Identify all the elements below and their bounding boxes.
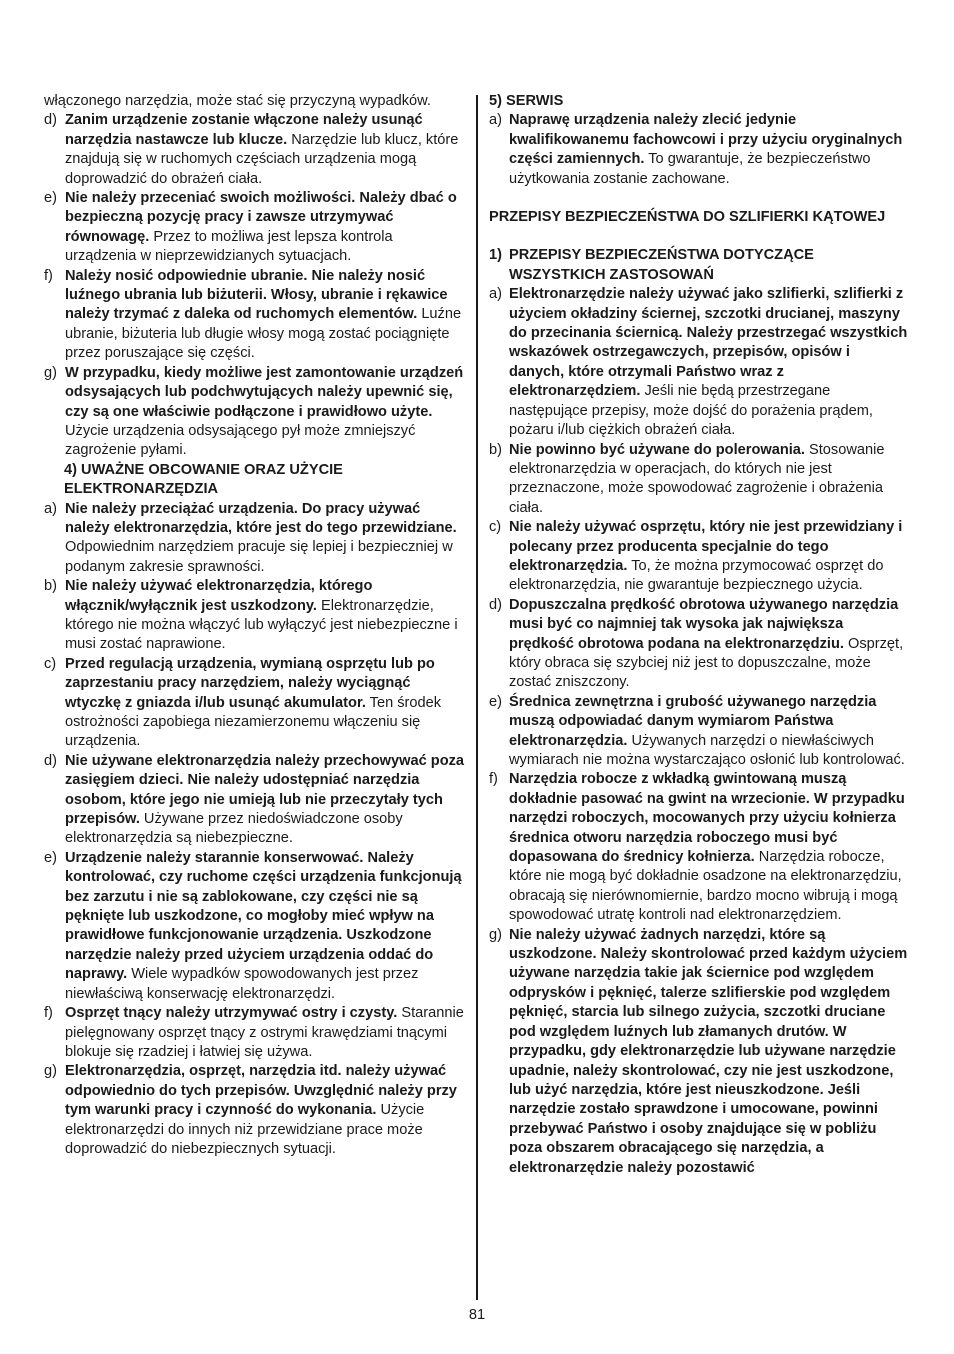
item-normal-text: Wiele wypadków spowodowanych jest przez niewłaściwą konserwację elektronarzędzi.: [65, 966, 419, 1002]
item-label: a): [44, 500, 57, 517]
item-bold-text: Nie należy przeciążać urządzenia. Do pracy używać należy elektronarzędzia, które jest do tego przewidziane.: [65, 500, 457, 536]
item-label: f): [44, 267, 53, 284]
item-label: d): [44, 112, 57, 129]
list-item: [44, 752, 466, 849]
item-normal-text: Odpowiednim narzędziem pracuje się lepiej i bezpieczniej w podanym zakresie sprawności.: [65, 539, 453, 575]
item-normal-text: Narzędzia robocze, które nie mogą być dokładnie osadzone na elektronarzędziu, obracają się nierównomiernie, bardzo mocno wibrują i mogą spowodować utratę kontroli nad elektronarzędziem.: [509, 849, 902, 924]
item-label: g): [489, 926, 502, 943]
item-bold-text: W przypadku, kiedy możliwe jest zamontowanie urządzeń odsysających lub podchwytujących należy upewnić się, czy są one właściwie podłączone i prawidłowo użyte.: [65, 364, 464, 420]
left-column: [44, 92, 466, 1159]
section4-list: [44, 500, 466, 1160]
item-label: e): [44, 849, 57, 866]
item-label: c): [44, 655, 57, 672]
section1-heading-text: PRZEPISY BEZPIECZEŃSTWA DOTYCZĄCE WSZYSTKICH ZASTOSOWAŃ: [509, 247, 814, 283]
item-normal-text: Jeśli nie będą przestrzegane następujące przepisy, może dojść do porażenia prądem, pożaru i/lub ciężkich obrażeń ciała.: [509, 383, 873, 439]
section1-heading: [489, 246, 909, 285]
item-label: b): [44, 578, 57, 595]
column-divider: [476, 95, 478, 1300]
item-label: d): [489, 596, 502, 613]
list-item: [44, 1062, 466, 1159]
item-bold-text: Urządzenie należy starannie konserwować. Należy kontrolować, czy ruchome części urządzenia funkcjonują bez zarzutu i nie są zablokowane, czy części nie są pęknięte lub uszkodzone, co mogłoby mieć wpływ na prawidłowe funkcjonowanie urządzenia. Uszkodzone narzędzie należy przed użyciem urządzenia oddać do naprawy.: [65, 849, 462, 983]
item-label: c): [489, 519, 502, 536]
section1-label: 1): [489, 247, 502, 264]
list-item: [489, 285, 909, 440]
section4-heading-text: 4) UWAŻNE OBCOWANIE ORAZ UŻYCIE ELEKTRONARZĘDZIA: [64, 461, 343, 498]
item-label: d): [44, 752, 57, 769]
item-normal-text: Użycie elektronarzędzi do innych niż przewidziane prace może doprowadzić do niebezpiecznych sytuacji.: [65, 1102, 425, 1157]
list-item: [44, 189, 466, 267]
item-normal-text: Przez to możliwa jest lepsza kontrola urządzenia w nieprzewidzianych sytuacjach.: [65, 228, 393, 265]
item-bold-text: Nie powinno być używane do polerowania.: [509, 441, 805, 458]
item-label: f): [489, 771, 498, 788]
item-label: f): [44, 1005, 53, 1022]
item-bold-text: Elektronarzędzia, osprzęt, narzędzia itd. należy używać odpowiednio do tych przepisów. Uwzględnić należy przy tym warunki pracy i czynność do wykonania.: [65, 1063, 457, 1119]
list-item: [44, 267, 466, 364]
item-label: a): [489, 286, 502, 303]
item-normal-text: Elektronarzędzie, którego nie można włączyć lub wyłączyć jest niebezpieczne i musi zostać naprawione.: [65, 597, 458, 653]
item-label: g): [44, 364, 57, 381]
item-label: b): [489, 441, 502, 458]
item-bold-text: Zanim urządzenie zostanie włączone należy usunąć narzędzia nastawcze lub klucze.: [65, 112, 423, 148]
list-item: [489, 518, 909, 596]
item-normal-text: Używanych narzędzi o niewłaściwych wymiarach nie można wystarczająco osłonić lub kontrolować.: [509, 732, 905, 768]
list-item: [44, 577, 466, 655]
item-bold-text: Należy nosić odpowiednie ubranie. Nie należy nosić luźnego ubrania lub biżuterii. Włosy, ubranie i rękawice należy trzymać z daleka od ruchomych elementów.: [65, 267, 448, 323]
list-item: [489, 693, 909, 771]
intro-text: włączonego narzędzia, może stać się przyczyną wypadków.: [44, 93, 431, 109]
section5-list: [489, 111, 909, 189]
item-bold-text: Dopuszczalna prędkość obrotowa używanego narzędzia musi być co najmniej tak wysoka jak największa prędkość obrotowa podana na elektronarzędziu.: [509, 596, 899, 652]
item-label: a): [489, 112, 502, 129]
list-item: [489, 770, 909, 925]
item-bold-text: Nie należy używać osprzętu, który nie jest przewidziany i polecany przez producenta specjalnie do tego elektronarzędzia.: [509, 519, 903, 574]
item-bold-text: Narzędzia robocze z wkładką gwintowaną muszą dokładnie pasować na gwint na wrzecionie. W przypadku narzędzi roboczych, mocowanych przy użyciu kołnierza średnica otworu narzędzia roboczego musi być dopasowana do średnicy kołnierza.: [509, 771, 905, 866]
item-normal-text: Osprzęt, który obraca się szybciej niż jest to dopuszczalne, może zostać zniszczony.: [509, 635, 904, 691]
list-item: [44, 1004, 466, 1062]
item-normal-text: To gwarantuje, że bezpieczeństwo użytkowania zostanie zachowane.: [509, 151, 871, 187]
item-normal-text: Ten środek ostrożności zapobiega niezamierzonemu włączeniu się urządzenia.: [65, 694, 442, 750]
list-item: [489, 596, 909, 693]
item-bold-text: Naprawę urządzenia należy zlecić jedynie kwalifikowanemu fachowcowi i przy użyciu oryginalnych części zamiennych.: [509, 112, 903, 168]
item-normal-text: To, że można przymocować osprzęt do elektronarzędzia, nie gwarantuje bezpiecznego użycia.: [509, 557, 884, 594]
section3-list: [44, 111, 466, 460]
item-normal-text: Narzędzie lub klucz, które znajdują się w ruchomych częściach urządzenia mogą doprowadzić do obrażeń ciała.: [65, 131, 459, 187]
grinder-heading: PRZEPISY BEZPIECZEŃSTWA DO SZLIFIERKI KĄTOWEJ: [489, 209, 886, 226]
page-number: 81: [468, 1307, 486, 1323]
list-item: [489, 926, 909, 1178]
item-normal-text: Starannie pielęgnowany osprzęt tnący z ostrymi krawędziami tnącymi blokuje się rzadziej i łatwiej się używa.: [65, 1005, 464, 1060]
item-normal-text: Używane przez niedoświadczone osoby elektronarzędzia są niebezpieczne.: [65, 811, 403, 847]
item-label: e): [489, 693, 502, 710]
list-item: [44, 655, 466, 752]
section1-list: [489, 285, 909, 1178]
list-item: [44, 364, 466, 461]
section5-heading: 5) SERWIS: [489, 93, 564, 109]
item-normal-text: Użycie urządzenia odsysającego pył może zmniejszyć zagrożenie pyłami.: [65, 422, 416, 459]
item-label: g): [44, 1063, 57, 1080]
item-label: e): [44, 190, 57, 207]
item-bold-text: Osprzęt tnący należy utrzymywać ostry i czysty.: [65, 1005, 398, 1022]
item-bold-text: Nie należy przeceniać swoich możliwości. Należy dbać o bezpieczną pozycję pracy i zawsze utrzymywać równowagę.: [65, 190, 457, 245]
section4-heading: [44, 461, 466, 500]
list-item: [44, 111, 466, 189]
item-bold-text: Przed regulacją urządzenia, wymianą osprzętu lub po zaprzestaniu pracy narzędziem, należy wyciągnąć wtyczkę z gniazda i/lub usunąć akumulator.: [65, 655, 435, 711]
item-bold-text: Nie należy używać elektronarzędzia, którego włącznik/wyłącznik jest uszkodzony.: [65, 578, 373, 614]
item-bold-text: Nie należy używać żadnych narzędzi, które są uszkodzone. Należy skontrolować przed każdym użyciem używane narzędzia takie jak ściernice pod względem odprysków i pęknięć, talerze szlifierskie pod względem pęknięć, starcia lub silnego zużycia, szczotki druciane pod względem luźnych lub złamanych drutów. W przypadku, gdy elektronarzędzie lub używane narzędzie upadnie, należy skontrolować, czy nie jest uszkodzone, lub użyć narzędzia, które jest nieuszkodzone. Jeśli narzędzie zostało sprawdzone i umocowane, powinni przebywać Państwo i osoby znajdujące się w pobliżu poza obszarem obracającego się narzędzia, a elektronarzędzie należy pozostawić: [509, 926, 908, 1176]
list-item: [44, 500, 466, 578]
list-item: [489, 441, 909, 519]
item-normal-text: Luźne ubranie, biżuteria lub długie włosy mogą zostać pociągnięte przez poruszające się części.: [65, 306, 462, 362]
item-normal-text: Stosowanie elektronarzędzia w operacjach, do których nie jest przeznaczone, może spowodować zagrożenie i obrażenia ciała.: [509, 441, 885, 516]
item-bold-text: Średnica zewnętrzna i grubość używanego narzędzia muszą odpowiadać danym wymiarom Państwa elektronarzędzia.: [509, 693, 877, 749]
list-item: [489, 111, 909, 189]
item-bold-text: Elektronarzędzie należy używać jako szlifierki, szlifierki z użyciem okładziny ściernej, szczotki drucianej, maszyny do przecinania ściernicą. Należy przestrzegać wszystkich wskazówek ostrzegawczych, przepisów, opisów i danych, które otrzymali Państwo wraz z elektronarzędziem.: [509, 286, 908, 400]
list-item: [44, 849, 466, 1004]
item-bold-text: Nie używane elektronarzędzia należy przechowywać poza zasięgiem dzieci. Nie należy udostępniać narzędzia osobom, które jego nie umieją lub nie przeczytały tych przepisów.: [65, 752, 465, 828]
right-column: [489, 92, 909, 1178]
